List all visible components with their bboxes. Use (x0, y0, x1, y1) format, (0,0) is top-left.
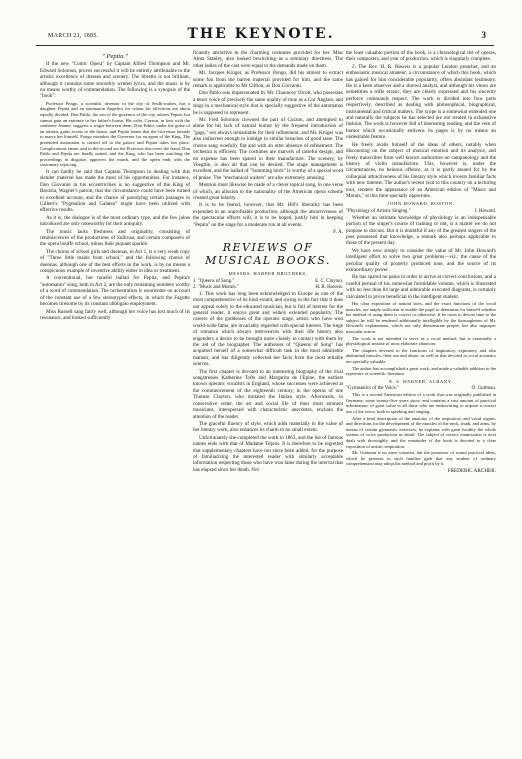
paragraph: Unfortunately she completed the work in 1863, and the list of famous names ends with that of Madame Titjens. It is therefore to be regretted that supplementary chapters have not since been added, for the purpose of familiarizing the interested reader with similarly acceptable information respecting those who have won fame during the interval that has elapsed since her death. Not (193, 434, 343, 473)
paragraph: the least valuable portion of the book, is a chronological list of operas, their composers, and year of production, which is singularly complete. (346, 50, 496, 63)
paragraph: The music lacks freshness and originality, consisting of reminiscences of the productions of Sullivan, and certain composers of the opera bouffe school, minus their piquant sparkle. (40, 228, 190, 248)
signature: FREDERIC ARCHER. (447, 467, 496, 474)
paragraph: His clear exposition of natural laws, and the exact functions of the vocal muscles, are amply sufficient to enable the pupil to determine for himself whether his method of using them is correct or otherwise. If he cares to devote time to the subject he will be rendered additionally intelligible by the thoroughness of Mr. Howard's explanations, which not only demonstrate proper, but also improper muscular action. (346, 301, 496, 334)
column-2 (193, 50, 343, 740)
publisher-heading: JOHN HOWARD, BOSTON. (387, 201, 455, 207)
paragraph: As it is, the dialogue is of the most ordinary type, and the few jokes introduced are only noteworthy for their antiquity. (40, 214, 190, 228)
paragraph: This is a second American edition of a work that was originally published in Germany, some twenty-five years since, and contains a vast amount of practical information, of great value to all those who are endeavoring to acquire a correct use of the voice, both in speaking and singing. (346, 392, 496, 414)
paragraph: ficiently attractive in the charming costumes provided for her. Miss Alma Stanley, also looked bewitching as a seminary directress. The other ladies of the cast were equal to the demands made on them. (193, 50, 343, 69)
header-rule (36, 45, 494, 46)
column-3 (346, 50, 496, 740)
paragraph: Whether an intimate knowledge of physiology is an indispensable portion of the singer's course of training or not, is a matter we do not propose to discuss. But it is doubtful if any of the greatest singers of the past possessed that knowledge, a remark also perhaps applicable to those of the present day. (346, 214, 496, 247)
book-title: 1. "Queens of Song." (193, 278, 235, 284)
book-title: "Physiology of Artistic Singing." (346, 208, 411, 214)
paragraph: The chorus of school girls and duennas, in Act 1, is a very weak copy of "Three little maids from school," and the following chorus of duennas, although one of the best efforts in the work, is by no means a conspicuous example of inventive ability either in idea or treatment. (40, 248, 190, 275)
signature: F. A. (333, 228, 343, 235)
publisher-heading: MESSRS. HARPER BROTHERS. (228, 271, 308, 277)
column-1 (40, 50, 190, 740)
paragraph: Don Pablo was impersonated by Mr. Chauncey Olcott, who possesses a tenor voice of precisely the same quality of tone as a Cor Anglais, and sings in a mechanical style that is specially suggestive of the automaton he is supposed to represent. (193, 90, 343, 116)
page-number: 3 (481, 30, 486, 40)
paragraph: The first chapter is devoted to an interesting biography of the rival songstresses Katherine Tofts and Margarita de l'Epine, the earliest known operatic vocalists in England, whose successes were achieved at the commencement of the eighteenth century, in the operas of one Thomas Clayton, who imitated the Italian style. Afterwards, in consecutive order, the art and social life of their most eminent musicians, interspersed with characteristic anecdotes, enchain the attention of the reader. (193, 368, 343, 420)
book-title: "Gymnastics of the Voice." (346, 386, 399, 392)
paragraph: Miss Russell sang fairly well, although her voice has lost much of its resonance, and looked sufficiently (40, 308, 190, 321)
book-author: E. C. Clayton. (315, 278, 343, 284)
publisher-heading: E. S. WARNER, ALBANY. (389, 378, 453, 384)
article-title: " Pepita." (102, 53, 128, 60)
paragraph: If the new "Comic Opera" by Captain Alfred Thompson and Mr. Edward Solomon, proves successful it will be entirely attributable to the artistic excellence of dresses and scenery. The libretto is not brilliant, although it contains some smoothly written lyrics, and the music is by no means worthy of commendation. The following is a synopsis of the "book": (40, 61, 190, 100)
paragraph: The work is not intended to serve as a vocal method, but is essentially a physiological treatise of most elaborate character. (346, 335, 496, 347)
paragraph: The graceful fluency of style, which adds materially to the value of her literary work, also enhances its charm to no small extent. (193, 420, 343, 434)
paragraph: 1. This work has long been acknowledged in Europe as one of the most comprehensive of its kind extant, and owing to the fact that it does not appeal solely to the educated musician, but is full of interest for the general reader, it enjoys great and widely extended popularity. The careers of the goddesses of the operatic stage, artists who have won world-wide fame, are invariably regarded with special interest. The tinge of romance which always interweaves with their life history also engenders a desire to be brought more closely in contact with them by the aid of the biographer. The authoress of "Queens of Song" has acquitted herself of a somewhat difficult task in the most admirable manner, and has diligently collected her facts from the most reliable sources. (193, 290, 343, 368)
paragraph: Mr. Fred Solomon clowned the part of Curzon, and attempted to atone for his lack of natural humor by the frequent introduction of "gags," not always remarkable for their refinement, and Mr. Kruger was also indiscreet enough to indulge in similar breaches of good taste. The chorus sang woefully flat and with an utter absence of refinement. The orchestra is efficient. The costumes are marvels of tasteful design, and no expense has been spared in their manufacture. The scenery, by Voegtlin, is also all that can be desired. The stage management is excellent, and the ballad of "Summing birds" is worthy of a special word of praise. The "mechanical waiters" are also extremely amusing. (193, 117, 343, 181)
paragraph: The chapters devoted to the functions of inspiratory, expiratory and also abdominal muscles, their use and abuse, as well as that devoted to vocal acoustics are specially valuable. (346, 347, 496, 364)
issue-date: MARCH 21, 1885. (48, 33, 99, 39)
paragraph: The author has accomplished a great work, and made a valuable addition to the repertoire of scientific literature. (346, 365, 496, 377)
paragraph: It can hardly be said that Captain Thompson in dealing with this slender material has made the most of his opportunities. For instance, Don Giovanni in his eccentricities is no suggestive of the King of Bavaria, Wagner's patron, that the circumstance could have been turned to excellent account, and the chance of parodying certain passages in Gilbert's "Pygmalion and Galatea" might have been utilized with effective results. (40, 168, 190, 214)
book-author: O. Guttman. (471, 386, 496, 392)
masthead-title: THE KEYNOTE. (187, 26, 335, 42)
paragraph: Mr. Jacques Kruger, as Professor Pongo, did his utmost to extract some fun from the barren material provided for him, and the same remark is applicable to Mr Clifton, as Don Giovanni. (193, 70, 343, 90)
paragraph: It is to be feared, however, that Mr. Hill's liberality has been expended in an unprofitable production, although the attractiveness of the spectacular effects will, it is to be hoped, justify him in keeping "Pepita" on the stage for a moderate run at all events. (193, 202, 343, 228)
paragraph: He has spared no pains in order to arrive at correct conclusions, and a careful perusal of his somewhat formidable volume, which is illustrated with no less than 84 large and admirable executed diagrams, is certainly calculated to prove beneficial to the intelligent student. (346, 274, 496, 300)
synopsis-paragraph: Professor Pongo, a scientific inventor in the city of Seulk-wailen, has a daughter Pepita and an automaton Angelica for whom his affections are about equally divided. Don Pablo, the son of the governor of the city, adores Pepita, but cannot gain an entrance to her father's house. His valet, Curzon, in love with the soubrette Jeanne, suggests a wager between them. Don Pablo, under the guise of an artisan, gains access to the house, and Pepita learns that the Governor intends to marry her himself. Pongo mistakes the Governor for an agent of the King. The pretended automaton is carried off to the palace and Pepita takes her place. Complications ensue, and in the second act the Professor discovers the fraud. Don Pablo and Pepita are finally united, and the King, who has been watching the proceedings in disguise, approves the match, and the opera ends with the customary rejoicing. (40, 100, 190, 168)
paragraph: He freely avails himself of the ideas of others, notably when discoursing on the subject of musical emotion and its analysis, and freely transcribes from well known authorities on campanology and the history of violin manufacture. This, however is, under the circumstances, no heinous offence, as it is partly atoned for by the colloquial attractiveness of his literary style which invests familiar facts with new interest. The author's recent visit to this country on a lecturing tour, renders the appearance of an American edition of "Music and Morals," at this time specially opportune. (346, 141, 496, 199)
book-author: J. Howard. (474, 208, 496, 214)
paragraph: Mr. Guttman is no mere scientist, but the possessor of sound practical ideas, which he presents in such familiar garb that any student of ordinary comprehension may adopt his method and profit by it. (346, 450, 496, 467)
paragraph: Mention must likewise be made of a clever topical song, in one verse of which, an allusion to the nationality of the American opera scheme created great hilarity. (193, 182, 343, 201)
paragraph: After a brief description of the anatomy of the respiratory and vocal organs, and directions for the development of the muscles of the neck, trunk, and arms, by means of certain gymnastic exercises, he explains with great lucidity the whole system of voice production in detail. The subject of correct enunciation is next dealt with thoroughly, and the remainder of the book is devoted to a clear exposition of artistic respiration. (346, 415, 496, 449)
book-author: H. R. Haweis. (315, 284, 343, 290)
book-title: 2. "Music and Morals." (193, 284, 239, 290)
paragraph: 2. The Rev. H. R. Haweis is a popular London preacher, and an enthusiastic musical amateur, a circumstance of which this book, which has gained for him considerable popularity, offers abundant testimony. He is a keen observer and a shrewd analyst, and although his views are sometimes a trifle erratic, they are clearly expressed and his sincerity perforce commands respect. The work is divided into four parts respectively, described as dealing with philosophical, biographical, instrumental and critical matters. The scope is a somewhat extended one and naturally the subjects he has selected are not treated in exhaustive fashion. The work is however full of interesting reading, and the vein of humor which occasionally enlivens its pages is by no means an undesirable feature. (346, 63, 496, 141)
paragraph: A conventional, but tuneful ballad for Pepita, and Pepita's "automaton" song, both in Act 2, are the only remaining numbers worthy of a word of commendation. The orchestration is wearisome on account of the constant use of a few stereotyped effects, in which the Fagotto becomes tiresome by its constant obbligato employment. (40, 275, 190, 308)
section-heading: REVIEWS OF MUSICAL BOOKS. (205, 241, 331, 268)
paragraph: We have now simply to consider the value of Mr. John Howard's intelligent effort to solve two great problems—viz.: the cause of the peculiar quality of properly produced tone, and the source of its extraordinary power. (346, 247, 496, 273)
